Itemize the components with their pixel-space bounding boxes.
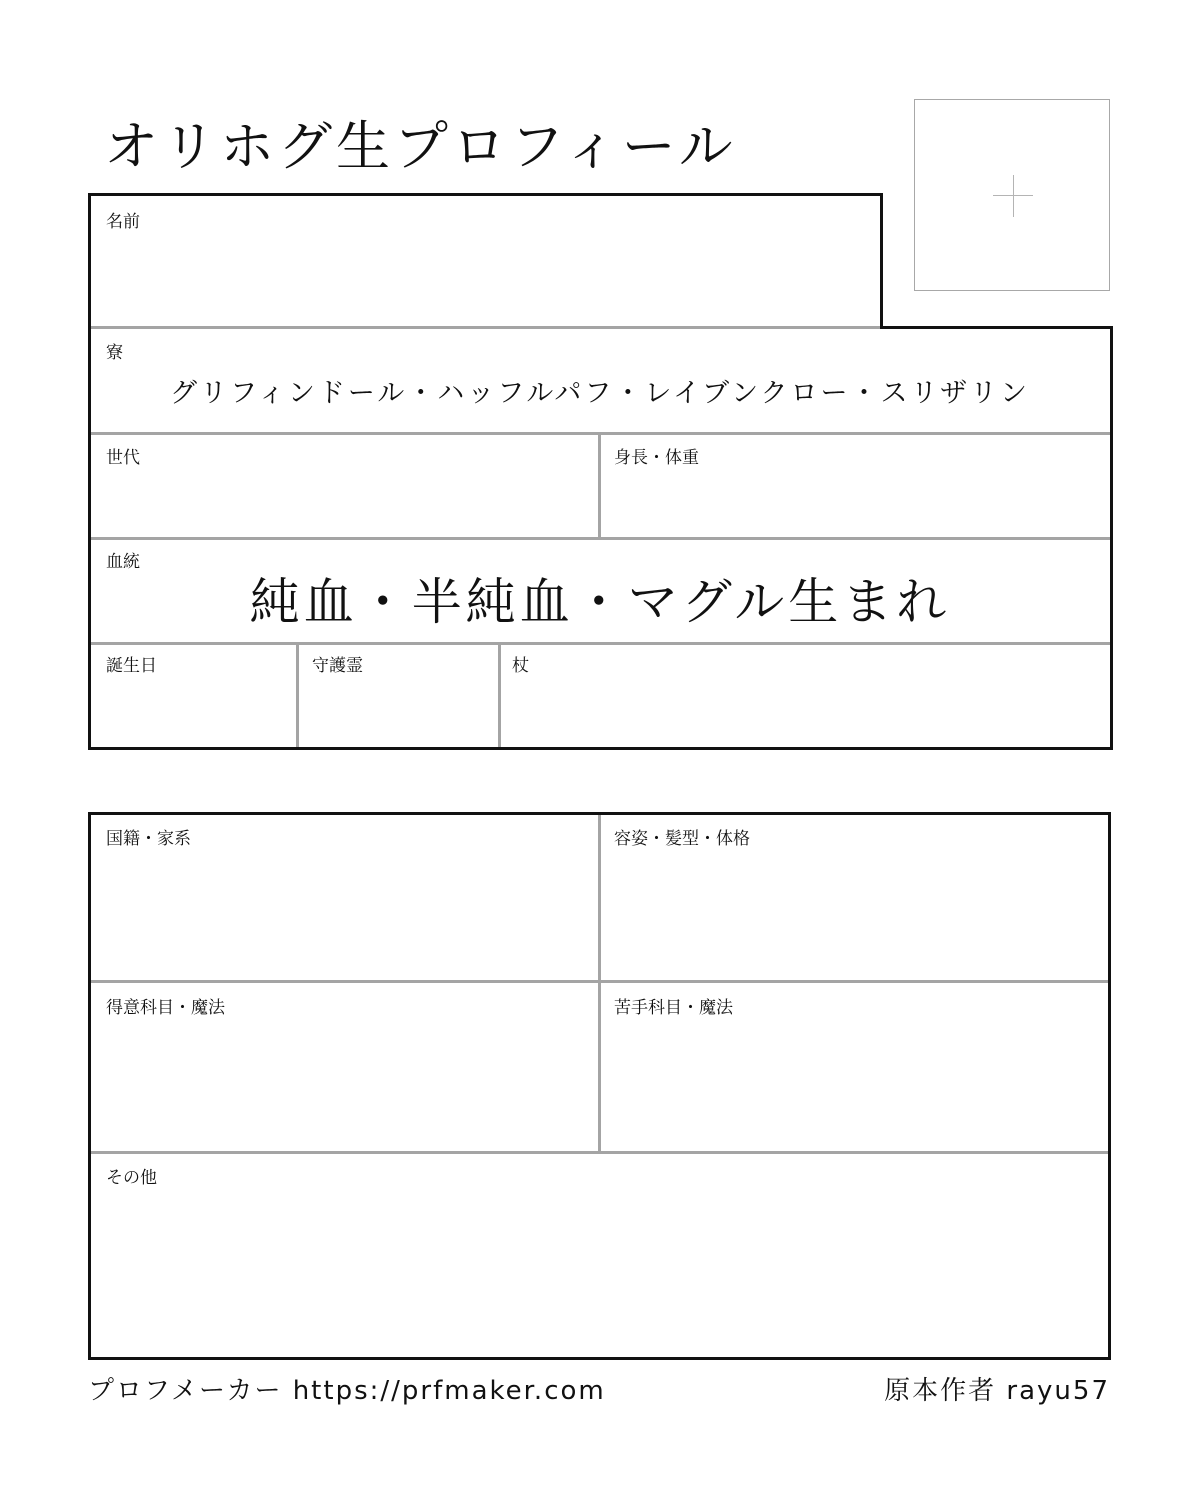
photo-upload-box[interactable] (914, 99, 1110, 291)
house-field-label: 寮 (106, 343, 123, 363)
page-title: オリホグ生プロフィール (104, 115, 737, 178)
border (88, 1357, 1111, 1360)
generation-field-label: 世代 (106, 448, 140, 468)
divider (91, 1151, 1108, 1154)
divider (91, 326, 880, 329)
house-options[interactable]: グリフィンドール・ハッフルパフ・レイブンクロー・スリザリン (169, 378, 1030, 409)
good-subject-field-label: 得意科目・魔法 (106, 998, 225, 1018)
border (88, 812, 91, 1360)
plus-icon-stem (1013, 175, 1014, 217)
blood-options[interactable]: 純血・半純血・マグル生まれ (249, 573, 951, 631)
divider (498, 645, 501, 747)
footer-maker-credit: プロフメーカー https://prfmaker.com (88, 1376, 606, 1406)
border (88, 193, 883, 196)
border (880, 326, 1113, 329)
divider (598, 435, 601, 537)
footer-author-credit: 原本作者 rayu57 (884, 1376, 1110, 1406)
divider (91, 537, 1110, 540)
divider (91, 642, 1110, 645)
patronus-field-label: 守護霊 (312, 656, 363, 676)
other-field-label: その他 (106, 1168, 157, 1188)
name-field-label: 名前 (106, 212, 140, 232)
bad-subject-field-label: 苦手科目・魔法 (614, 998, 733, 1018)
divider (296, 645, 299, 747)
nationality-field-label: 国籍・家系 (106, 829, 191, 849)
wand-field-label: 杖 (512, 656, 529, 676)
divider (598, 815, 601, 1151)
border (1110, 326, 1113, 750)
appearance-field-label: 容姿・髪型・体格 (614, 829, 750, 849)
border (1108, 812, 1111, 1360)
border (880, 193, 883, 329)
border (88, 193, 91, 750)
height-weight-field-label: 身長・体重 (614, 448, 699, 468)
birthday-field-label: 誕生日 (106, 656, 157, 676)
border (88, 747, 1113, 750)
blood-field-label: 血統 (106, 552, 140, 572)
